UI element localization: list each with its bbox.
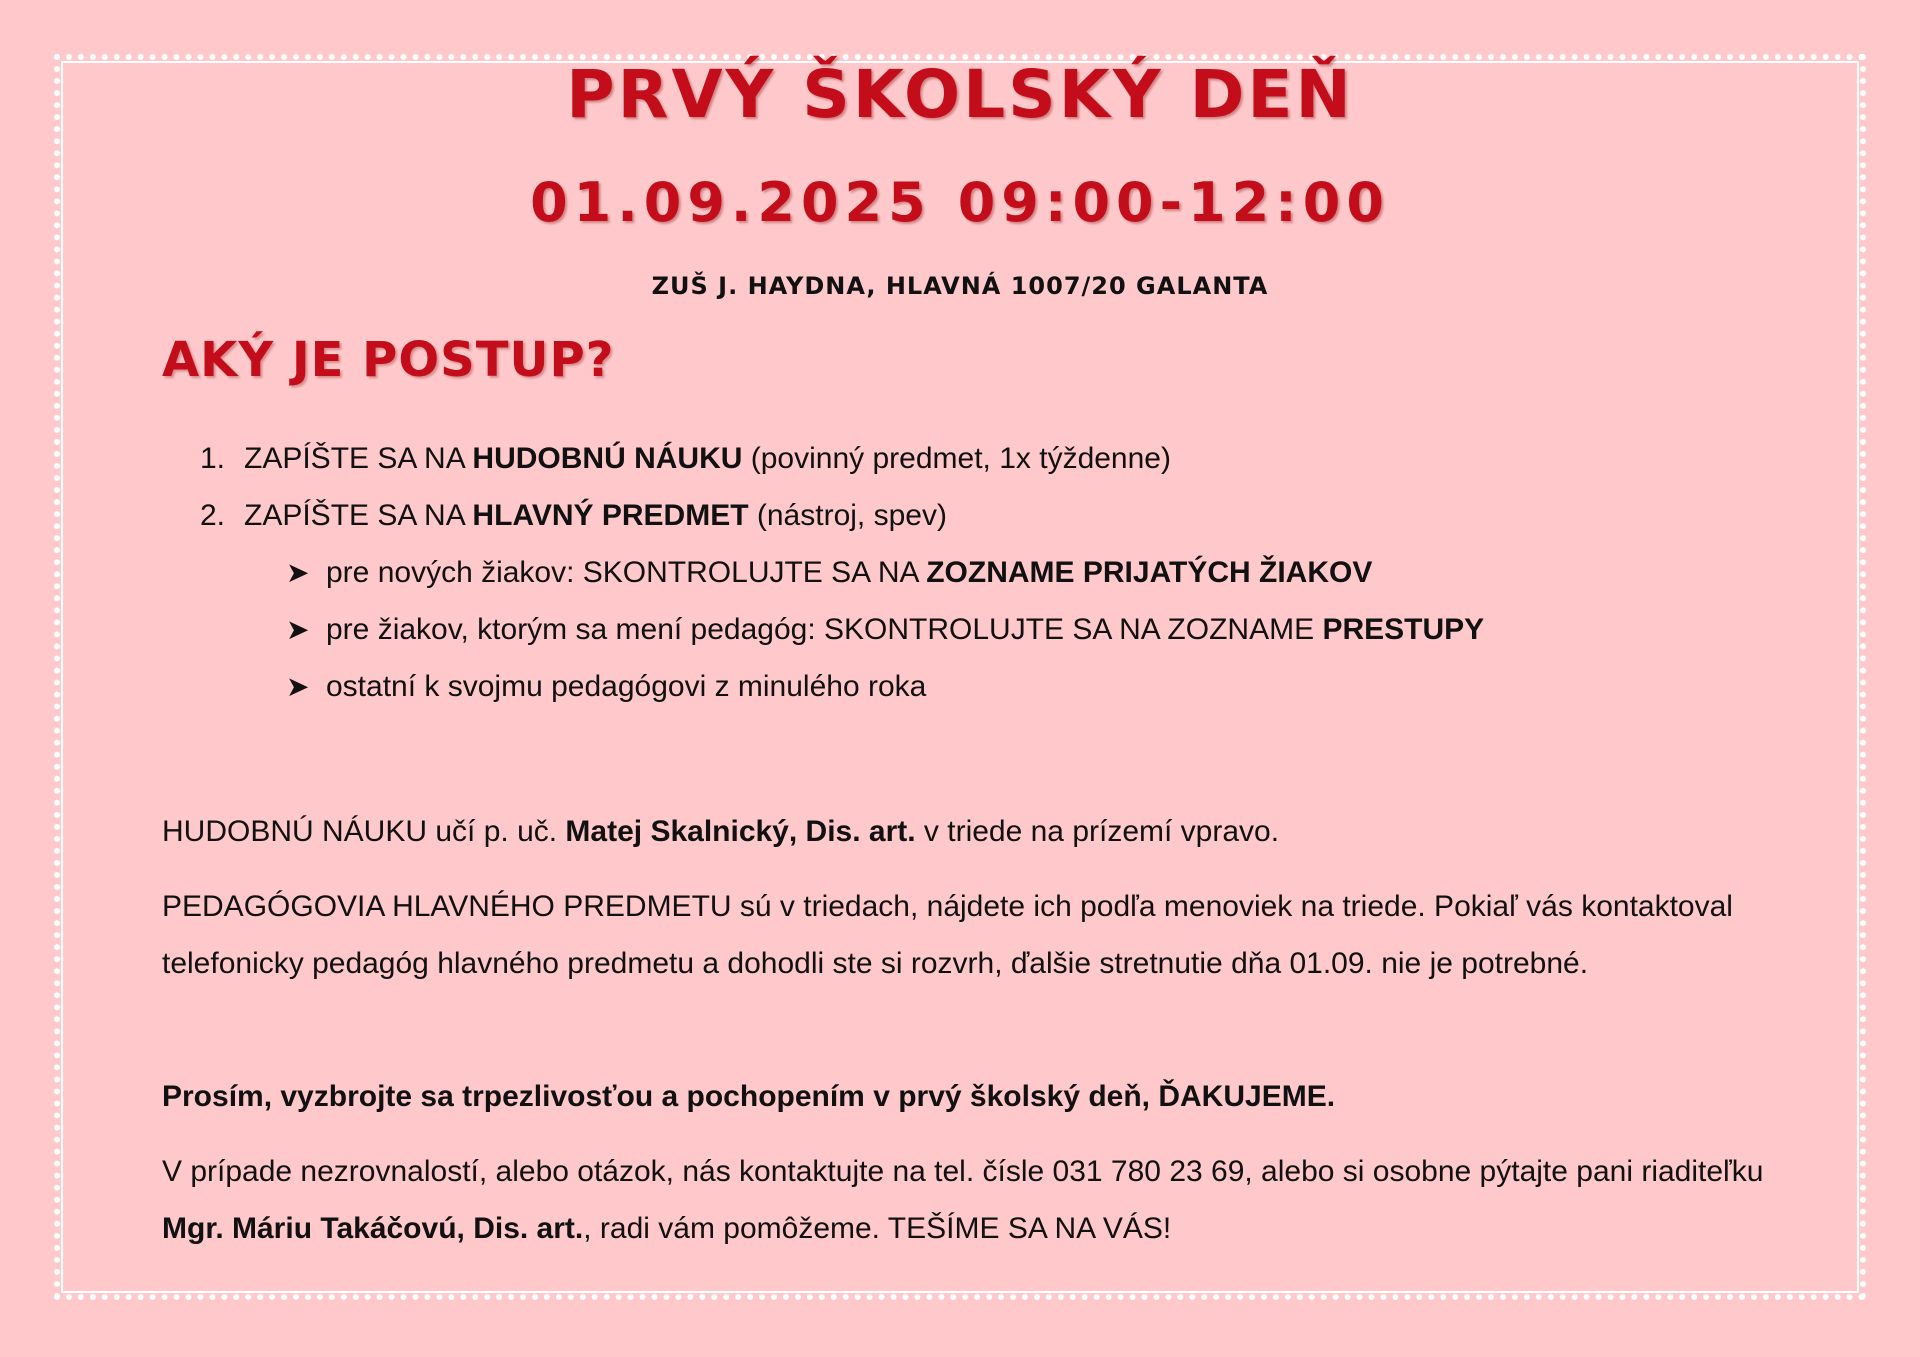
step-text: ZAPÍŠTE SA NA	[244, 442, 473, 475]
contact-paragraph	[162, 1143, 1782, 1257]
director-name: Mgr. Máriu Takáčovú, Dis. art.	[162, 1212, 584, 1245]
teacher-name: Matej Skalnický, Dis. art.	[565, 815, 916, 848]
arrowhead-bullet-icon: ➤	[286, 671, 310, 702]
step-number: 1.	[200, 442, 226, 475]
paragraph-text: , radi vám pomôžeme. TEŠÍME SA NA VÁS!	[583, 1212, 1172, 1245]
step-item	[200, 430, 1171, 487]
bullet-item	[286, 601, 1484, 658]
sub-bullet-list	[286, 544, 1484, 715]
bullet-item	[286, 544, 1484, 601]
event-time: 09:00-12:00	[957, 171, 1390, 234]
arrowhead-bullet-icon: ➤	[286, 557, 310, 588]
step-bold-text: HLAVNÝ PREDMET	[472, 499, 749, 532]
event-address: ZUŠ J. HAYDNA, HLAVNÁ 1007/20 GALANTA	[651, 272, 1269, 300]
bullet-text: pre žiakov, ktorým sa mení pedagóg: SKONTROLUJTE SA NA ZOZNAME	[326, 613, 1323, 646]
bullet-text: ostatní k svojmu pedagógovi z minulého roka	[326, 670, 927, 703]
event-date: 01.09.2025	[530, 171, 932, 234]
paragraph-text: V prípade nezrovnalostí, alebo otázok, nás kontaktujte na tel. čísle 031 780 23 69, alebo si osobne pýtajte pani riaditeľku	[162, 1155, 1764, 1188]
step-bold-text: HUDOBNÚ NÁUKU	[472, 442, 743, 475]
step-number: 2.	[200, 499, 226, 532]
arrowhead-bullet-icon: ➤	[286, 614, 310, 645]
procedure-heading: AKÝ JE POSTUP?	[162, 332, 615, 388]
step-item	[200, 487, 1171, 544]
bullet-text: pre nových žiakov: SKONTROLUJTE SA NA	[326, 556, 927, 589]
steps-list	[200, 430, 1171, 544]
theory-teacher-paragraph	[162, 803, 1782, 860]
step-note: (nástroj, spev)	[748, 499, 947, 532]
bullet-bold-text: ZOZNAME PRIJATÝCH ŽIAKOV	[926, 556, 1373, 589]
step-text: ZAPÍŠTE SA NA	[244, 499, 473, 532]
paragraph-text: v triede na prízemí vpravo.	[915, 815, 1280, 848]
page-title: PRVÝ ŠKOLSKÝ DEŇ	[566, 56, 1354, 133]
bullet-item	[286, 658, 1484, 715]
step-note: (povinný predmet, 1x týždenne)	[742, 442, 1171, 475]
paragraph-text: HUDOBNÚ NÁUKU učí p. uč.	[162, 815, 566, 848]
bullet-bold-text: PRESTUPY	[1322, 613, 1485, 646]
event-datetime	[0, 171, 1920, 234]
patience-note: Prosím, vyzbrojte sa trpezlivosťou a pochopením v prvý školský deň, ĎAKUJEME.	[162, 1080, 1336, 1113]
main-subject-paragraph: PEDAGÓGOVIA HLAVNÉHO PREDMETU sú v triedach, nájdete ich podľa menoviek na triede. Pokiaľ vás kontaktoval telefonicky pedagóg hlavného predmetu a dohodli ste si rozvrh, ďalšie stretnutie dňa 01.09. nie je potrebné.	[162, 890, 1733, 980]
